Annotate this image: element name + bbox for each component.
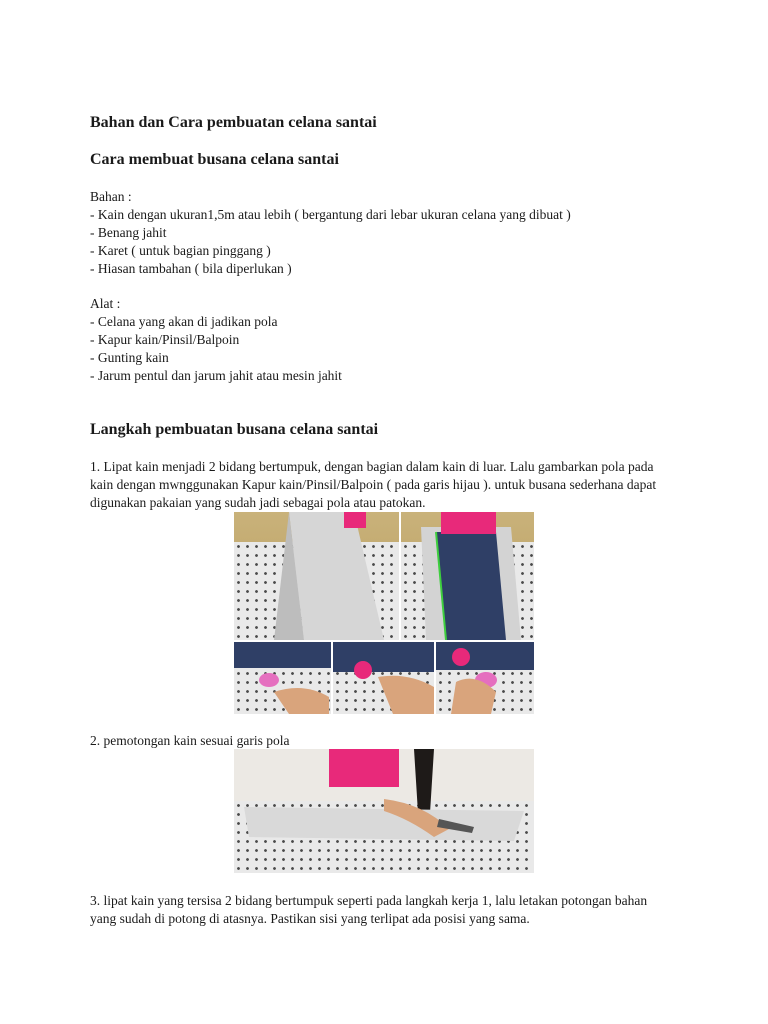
document-title: Bahan dan Cara pembuatan celana santai — [90, 114, 377, 131]
section-heading-langkah: Langkah pembuatan busana celana santai — [90, 421, 379, 438]
list-item: - Karet ( untuk bagian pinggang ) — [90, 243, 271, 258]
list-item: - Celana yang akan di jadikan pola — [90, 314, 278, 329]
step-3-text: 3. lipat kain yang tersisa 2 bidang bertumpuk seperti pada langkah kerja 1, lalu letakan potongan bahan yang sudah di potong di atasnya. Pastikan sisi yang terlipat ada posisi yang sama. — [90, 893, 648, 926]
photo-panel-chalk — [234, 642, 331, 714]
list-item: - Kapur kain/Pinsil/Balpoin — [90, 332, 240, 347]
photo-panel-trace — [333, 642, 434, 714]
section-heading-cara: Cara membuat busana celana santai — [90, 151, 339, 168]
photo-panel-mark — [436, 642, 534, 714]
list-item: - Hiasan tambahan ( bila diperlukan ) — [90, 261, 292, 276]
alat-label: Alat : — [90, 296, 121, 311]
step-1-text: 1. Lipat kain menjadi 2 bidang bertumpuk, dengan bagian dalam kain di luar. Lalu gambarkan pola pada kain dengan mwnggunakan Kapur kain/Pinsil/Balpoin ( pada garis hijau ). untuk busana sederhana dapat digunakan pakaian yang sudah jadi sebagai pola atau patokan. — [90, 459, 657, 510]
list-item: - Jarum pentul dan jarum jahit atau mesin jahit — [90, 368, 342, 383]
bahan-label: Bahan : — [90, 189, 132, 204]
list-item: - Kain dengan ukuran1,5m atau lebih ( bergantung dari lebar ukuran celana yang dibuat ) — [90, 207, 571, 222]
photo-panel-fold — [234, 512, 399, 640]
list-item: - Benang jahit — [90, 225, 167, 240]
step-2-text: 2. pemotongan kain sesuai garis pola — [90, 733, 290, 748]
photo-panel-pattern — [401, 512, 534, 640]
step-1-photo-collage — [234, 512, 534, 714]
step-2-photo-cutting — [234, 749, 534, 873]
list-item: - Gunting kain — [90, 350, 169, 365]
